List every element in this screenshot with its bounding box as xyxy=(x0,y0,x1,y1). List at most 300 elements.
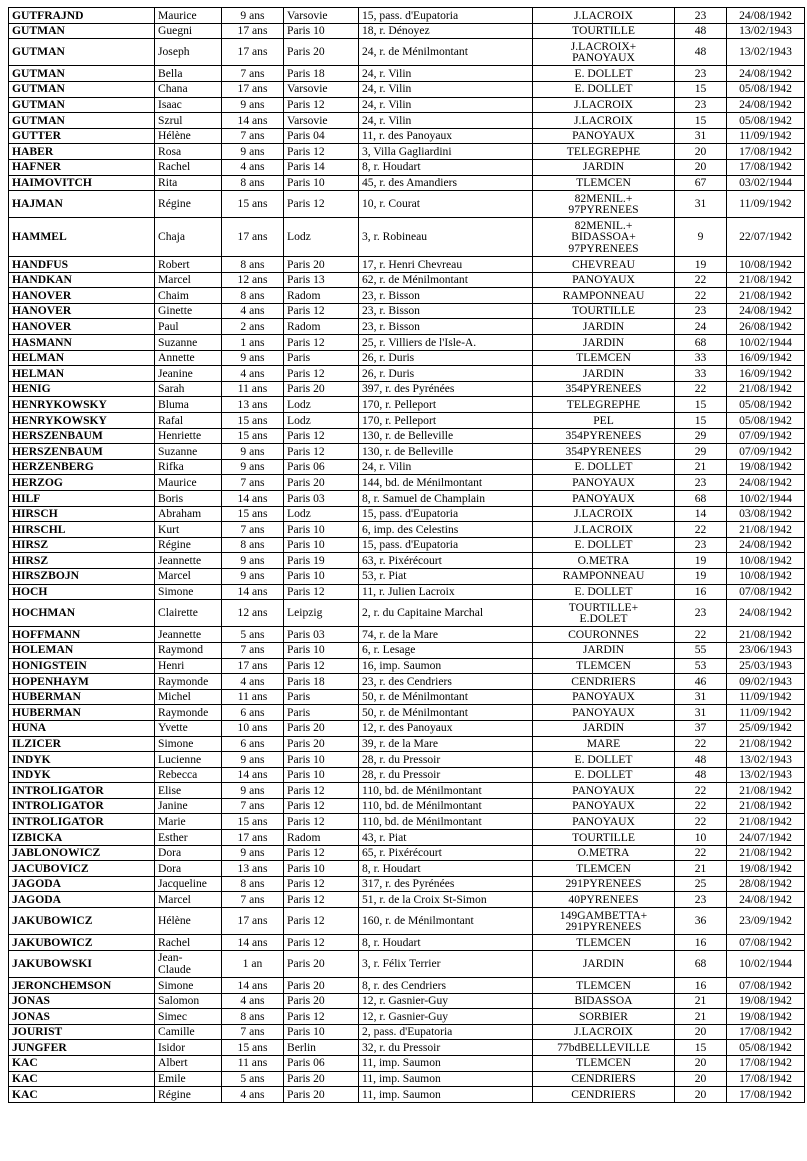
table-row xyxy=(9,350,805,366)
first-name-cell: Abraham xyxy=(155,506,222,522)
age-cell: 9 ans xyxy=(222,350,284,366)
first-name-cell: Simec xyxy=(155,1009,222,1025)
address-cell: 17, r. Henri Chevreau xyxy=(359,257,533,273)
school-cell: TOURTILLE+ E.DOLET xyxy=(533,600,675,627)
school-cell: E. DOLLET xyxy=(533,767,675,783)
date-cell: 05/08/1942 xyxy=(727,397,805,413)
address-cell: 6, imp. des Celestins xyxy=(359,522,533,538)
table-row xyxy=(9,993,805,1009)
age-cell: 14 ans xyxy=(222,491,284,507)
birthplace-cell: Paris 13 xyxy=(284,272,359,288)
address-cell: 11, imp. Saumon xyxy=(359,1087,533,1103)
surname-cell: JUNGFER xyxy=(9,1040,155,1056)
surname-cell: HANDFUS xyxy=(9,257,155,273)
convoy-number-cell: 10 xyxy=(675,830,727,846)
table-row xyxy=(9,1087,805,1103)
table-row xyxy=(9,600,805,627)
date-cell: 10/08/1942 xyxy=(727,568,805,584)
address-cell: 3, r. Robineau xyxy=(359,218,533,257)
address-cell: 12, r. Gasnier-Guy xyxy=(359,1009,533,1025)
age-cell: 17 ans xyxy=(222,39,284,66)
first-name-cell: Robert xyxy=(155,257,222,273)
first-name-cell: Jean- Claude xyxy=(155,950,222,977)
date-cell: 24/08/1942 xyxy=(727,600,805,627)
birthplace-cell: Paris 20 xyxy=(284,1071,359,1087)
address-cell: 74, r. de la Mare xyxy=(359,627,533,643)
surname-cell: INTROLIGATOR xyxy=(9,783,155,799)
surname-cell: HUNA xyxy=(9,720,155,736)
school-cell: SORBIER xyxy=(533,1009,675,1025)
first-name-cell: Joseph xyxy=(155,39,222,66)
address-cell: 3, Villa Gagliardini xyxy=(359,144,533,160)
address-cell: 28, r. du Pressoir xyxy=(359,752,533,768)
address-cell: 15, pass. d'Eupatoria xyxy=(359,506,533,522)
school-cell: TOURTILLE xyxy=(533,303,675,319)
date-cell: 23/06/1943 xyxy=(727,642,805,658)
convoy-number-cell: 23 xyxy=(675,303,727,319)
birthplace-cell: Paris 10 xyxy=(284,767,359,783)
surname-cell: HOCH xyxy=(9,584,155,600)
address-cell: 50, r. de Ménilmontant xyxy=(359,705,533,721)
address-cell: 15, pass. d'Eupatoria xyxy=(359,8,533,24)
convoy-number-cell: 9 xyxy=(675,218,727,257)
date-cell: 24/08/1942 xyxy=(727,475,805,491)
date-cell: 07/09/1942 xyxy=(727,444,805,460)
birthplace-cell: Leipzig xyxy=(284,600,359,627)
birthplace-cell: Paris 04 xyxy=(284,128,359,144)
table-body xyxy=(9,8,805,1103)
children-register-table xyxy=(8,7,805,1103)
birthplace-cell: Paris 06 xyxy=(284,1055,359,1071)
convoy-number-cell: 31 xyxy=(675,689,727,705)
birthplace-cell: Lodz xyxy=(284,218,359,257)
convoy-number-cell: 15 xyxy=(675,81,727,97)
school-cell: CENDRIERS xyxy=(533,674,675,690)
first-name-cell: Chaim xyxy=(155,288,222,304)
surname-cell: HAMMEL xyxy=(9,218,155,257)
address-cell: 28, r. du Pressoir xyxy=(359,767,533,783)
convoy-number-cell: 25 xyxy=(675,876,727,892)
first-name-cell: Janine xyxy=(155,798,222,814)
table-row xyxy=(9,642,805,658)
birthplace-cell: Varsovie xyxy=(284,8,359,24)
table-row xyxy=(9,814,805,830)
convoy-number-cell: 15 xyxy=(675,113,727,129)
date-cell: 13/02/1943 xyxy=(727,752,805,768)
surname-cell: HOLEMAN xyxy=(9,642,155,658)
address-cell: 110, bd. de Ménilmontant xyxy=(359,798,533,814)
date-cell: 19/08/1942 xyxy=(727,861,805,877)
school-cell: TLEMCEN xyxy=(533,175,675,191)
date-cell: 16/09/1942 xyxy=(727,350,805,366)
birthplace-cell: Paris 12 xyxy=(284,892,359,908)
first-name-cell: Simone xyxy=(155,736,222,752)
address-cell: 16, imp. Saumon xyxy=(359,658,533,674)
age-cell: 17 ans xyxy=(222,658,284,674)
address-cell: 12, r. Gasnier-Guy xyxy=(359,993,533,1009)
school-cell: JARDIN xyxy=(533,159,675,175)
date-cell: 21/08/1942 xyxy=(727,845,805,861)
table-row xyxy=(9,705,805,721)
first-name-cell: Dora xyxy=(155,861,222,877)
surname-cell: JACUBOVICZ xyxy=(9,861,155,877)
birthplace-cell: Paris xyxy=(284,705,359,721)
school-cell: PANOYAUX xyxy=(533,128,675,144)
surname-cell: GUTTER xyxy=(9,128,155,144)
first-name-cell: Marcel xyxy=(155,892,222,908)
convoy-number-cell: 23 xyxy=(675,66,727,82)
school-cell: 354PYRENEES xyxy=(533,381,675,397)
address-cell: 6, r. Lesage xyxy=(359,642,533,658)
table-row xyxy=(9,272,805,288)
school-cell: TOURTILLE xyxy=(533,23,675,39)
convoy-number-cell: 29 xyxy=(675,444,727,460)
age-cell: 6 ans xyxy=(222,736,284,752)
table-row xyxy=(9,444,805,460)
age-cell: 12 ans xyxy=(222,600,284,627)
age-cell: 8 ans xyxy=(222,175,284,191)
first-name-cell: Suzanne xyxy=(155,335,222,351)
date-cell: 17/08/1942 xyxy=(727,1024,805,1040)
table-row xyxy=(9,475,805,491)
convoy-number-cell: 23 xyxy=(675,97,727,113)
date-cell: 21/08/1942 xyxy=(727,288,805,304)
first-name-cell: Camille xyxy=(155,1024,222,1040)
address-cell: 317, r. des Pyrénées xyxy=(359,876,533,892)
school-cell: PANOYAUX xyxy=(533,798,675,814)
surname-cell: KAC xyxy=(9,1071,155,1087)
date-cell: 28/08/1942 xyxy=(727,876,805,892)
table-row xyxy=(9,950,805,977)
age-cell: 9 ans xyxy=(222,783,284,799)
address-cell: 397, r. des Pyrénées xyxy=(359,381,533,397)
date-cell: 11/09/1942 xyxy=(727,705,805,721)
convoy-number-cell: 15 xyxy=(675,1040,727,1056)
date-cell: 05/08/1942 xyxy=(727,413,805,429)
school-cell: TOURTILLE xyxy=(533,830,675,846)
date-cell: 10/08/1942 xyxy=(727,553,805,569)
table-row xyxy=(9,627,805,643)
date-cell: 24/08/1942 xyxy=(727,892,805,908)
surname-cell: KAC xyxy=(9,1087,155,1103)
date-cell: 07/08/1942 xyxy=(727,584,805,600)
age-cell: 4 ans xyxy=(222,303,284,319)
age-cell: 8 ans xyxy=(222,1009,284,1025)
birthplace-cell: Paris 19 xyxy=(284,553,359,569)
surname-cell: HERSZENBAUM xyxy=(9,428,155,444)
convoy-number-cell: 22 xyxy=(675,522,727,538)
date-cell: 21/08/1942 xyxy=(727,522,805,538)
first-name-cell: Simone xyxy=(155,584,222,600)
age-cell: 4 ans xyxy=(222,366,284,382)
first-name-cell: Jeannette xyxy=(155,627,222,643)
convoy-number-cell: 20 xyxy=(675,159,727,175)
table-row xyxy=(9,783,805,799)
surname-cell: HUBERMAN xyxy=(9,705,155,721)
age-cell: 7 ans xyxy=(222,798,284,814)
surname-cell: HAFNER xyxy=(9,159,155,175)
address-cell: 12, r. des Panoyaux xyxy=(359,720,533,736)
surname-cell: HELMAN xyxy=(9,350,155,366)
convoy-number-cell: 22 xyxy=(675,381,727,397)
convoy-number-cell: 20 xyxy=(675,144,727,160)
school-cell: J.LACROIX xyxy=(533,97,675,113)
convoy-number-cell: 16 xyxy=(675,935,727,951)
first-name-cell: Annette xyxy=(155,350,222,366)
address-cell: 32, r. du Pressoir xyxy=(359,1040,533,1056)
convoy-number-cell: 53 xyxy=(675,658,727,674)
convoy-number-cell: 14 xyxy=(675,506,727,522)
age-cell: 17 ans xyxy=(222,908,284,935)
surname-cell: JONAS xyxy=(9,993,155,1009)
convoy-number-cell: 22 xyxy=(675,272,727,288)
first-name-cell: Régine xyxy=(155,537,222,553)
age-cell: 4 ans xyxy=(222,159,284,175)
school-cell: JARDIN xyxy=(533,319,675,335)
first-name-cell: Raymonde xyxy=(155,674,222,690)
birthplace-cell: Paris 20 xyxy=(284,736,359,752)
date-cell: 26/08/1942 xyxy=(727,319,805,335)
birthplace-cell: Paris 12 xyxy=(284,935,359,951)
school-cell: E. DOLLET xyxy=(533,459,675,475)
address-cell: 8, r. Houdart xyxy=(359,159,533,175)
surname-cell: KAC xyxy=(9,1055,155,1071)
age-cell: 4 ans xyxy=(222,993,284,1009)
age-cell: 13 ans xyxy=(222,861,284,877)
address-cell: 63, r. Pixérécourt xyxy=(359,553,533,569)
birthplace-cell: Paris 12 xyxy=(284,428,359,444)
convoy-number-cell: 55 xyxy=(675,642,727,658)
school-cell: J.LACROIX xyxy=(533,113,675,129)
first-name-cell: Sarah xyxy=(155,381,222,397)
table-row xyxy=(9,978,805,994)
birthplace-cell: Lodz xyxy=(284,413,359,429)
date-cell: 21/08/1942 xyxy=(727,381,805,397)
table-row xyxy=(9,128,805,144)
date-cell: 05/08/1942 xyxy=(727,1040,805,1056)
address-cell: 23, r. Bisson xyxy=(359,303,533,319)
school-cell: 149GAMBETTA+ 291PYRENEES xyxy=(533,908,675,935)
birthplace-cell: Berlin xyxy=(284,1040,359,1056)
convoy-number-cell: 22 xyxy=(675,798,727,814)
age-cell: 17 ans xyxy=(222,81,284,97)
school-cell: PANOYAUX xyxy=(533,491,675,507)
surname-cell: HIRSZ xyxy=(9,553,155,569)
date-cell: 21/08/1942 xyxy=(727,814,805,830)
age-cell: 17 ans xyxy=(222,23,284,39)
surname-cell: JAKUBOWSKI xyxy=(9,950,155,977)
convoy-number-cell: 23 xyxy=(675,892,727,908)
age-cell: 9 ans xyxy=(222,97,284,113)
surname-cell: HAIMOVITCH xyxy=(9,175,155,191)
birthplace-cell: Paris 14 xyxy=(284,159,359,175)
table-row xyxy=(9,218,805,257)
school-cell: COURONNES xyxy=(533,627,675,643)
convoy-number-cell: 21 xyxy=(675,1009,727,1025)
first-name-cell: Paul xyxy=(155,319,222,335)
convoy-number-cell: 33 xyxy=(675,366,727,382)
convoy-number-cell: 21 xyxy=(675,861,727,877)
date-cell: 10/02/1944 xyxy=(727,950,805,977)
first-name-cell: Henriette xyxy=(155,428,222,444)
first-name-cell: Rosa xyxy=(155,144,222,160)
school-cell: JARDIN xyxy=(533,642,675,658)
birthplace-cell: Paris 12 xyxy=(284,335,359,351)
surname-cell: JAKUBOWICZ xyxy=(9,908,155,935)
school-cell: J.LACROIX+ PANOYAUX xyxy=(533,39,675,66)
date-cell: 07/08/1942 xyxy=(727,935,805,951)
school-cell: RAMPONNEAU xyxy=(533,288,675,304)
address-cell: 130, r. de Belleville xyxy=(359,428,533,444)
table-row xyxy=(9,257,805,273)
first-name-cell: Isaac xyxy=(155,97,222,113)
age-cell: 14 ans xyxy=(222,113,284,129)
address-cell: 51, r. de la Croix St-Simon xyxy=(359,892,533,908)
surname-cell: HASMANN xyxy=(9,335,155,351)
birthplace-cell: Lodz xyxy=(284,397,359,413)
surname-cell: IZBICKA xyxy=(9,830,155,846)
first-name-cell: Maurice xyxy=(155,475,222,491)
table-row xyxy=(9,736,805,752)
first-name-cell: Isidor xyxy=(155,1040,222,1056)
age-cell: 7 ans xyxy=(222,642,284,658)
age-cell: 15 ans xyxy=(222,506,284,522)
table-row xyxy=(9,97,805,113)
address-cell: 39, r. de la Mare xyxy=(359,736,533,752)
age-cell: 8 ans xyxy=(222,537,284,553)
surname-cell: HIRSCHL xyxy=(9,522,155,538)
school-cell: TLEMCEN xyxy=(533,935,675,951)
address-cell: 130, r. de Belleville xyxy=(359,444,533,460)
table-row xyxy=(9,335,805,351)
birthplace-cell: Paris 20 xyxy=(284,1087,359,1103)
school-cell: CHEVREAU xyxy=(533,257,675,273)
surname-cell: HABER xyxy=(9,144,155,160)
school-cell: RAMPONNEAU xyxy=(533,568,675,584)
address-cell: 8, r. Samuel de Champlain xyxy=(359,491,533,507)
birthplace-cell: Paris 10 xyxy=(284,522,359,538)
birthplace-cell: Varsovie xyxy=(284,81,359,97)
age-cell: 15 ans xyxy=(222,1040,284,1056)
address-cell: 65, r. Pixérécourt xyxy=(359,845,533,861)
table-row xyxy=(9,1024,805,1040)
date-cell: 19/08/1942 xyxy=(727,993,805,1009)
table-row xyxy=(9,845,805,861)
date-cell: 10/08/1942 xyxy=(727,257,805,273)
table-row xyxy=(9,491,805,507)
convoy-number-cell: 48 xyxy=(675,39,727,66)
date-cell: 17/08/1942 xyxy=(727,144,805,160)
school-cell: PANOYAUX xyxy=(533,814,675,830)
surname-cell: INDYK xyxy=(9,752,155,768)
table-row xyxy=(9,428,805,444)
convoy-number-cell: 22 xyxy=(675,627,727,643)
table-row xyxy=(9,767,805,783)
surname-cell: GUTMAN xyxy=(9,81,155,97)
birthplace-cell: Paris 10 xyxy=(284,537,359,553)
school-cell: CENDRIERS xyxy=(533,1087,675,1103)
table-row xyxy=(9,66,805,82)
school-cell: 40PYRENEES xyxy=(533,892,675,908)
age-cell: 9 ans xyxy=(222,568,284,584)
birthplace-cell: Paris 03 xyxy=(284,627,359,643)
first-name-cell: Dora xyxy=(155,845,222,861)
address-cell: 24, r. de Ménilmontant xyxy=(359,39,533,66)
convoy-number-cell: 24 xyxy=(675,319,727,335)
age-cell: 15 ans xyxy=(222,814,284,830)
date-cell: 17/08/1942 xyxy=(727,1087,805,1103)
school-cell: TLEMCEN xyxy=(533,1055,675,1071)
address-cell: 24, r. Vilin xyxy=(359,113,533,129)
birthplace-cell: Paris 12 xyxy=(284,191,359,218)
first-name-cell: Simone xyxy=(155,978,222,994)
address-cell: 25, r. Villiers de l'Isle-A. xyxy=(359,335,533,351)
surname-cell: JERONCHEMSON xyxy=(9,978,155,994)
date-cell: 17/08/1942 xyxy=(727,1071,805,1087)
table-row xyxy=(9,1055,805,1071)
surname-cell: GUTFRAJND xyxy=(9,8,155,24)
age-cell: 1 an xyxy=(222,950,284,977)
table-row xyxy=(9,8,805,24)
date-cell: 09/02/1943 xyxy=(727,674,805,690)
school-cell: E. DOLLET xyxy=(533,584,675,600)
date-cell: 21/08/1942 xyxy=(727,627,805,643)
first-name-cell: Rachel xyxy=(155,935,222,951)
address-cell: 50, r. de Ménilmontant xyxy=(359,689,533,705)
convoy-number-cell: 31 xyxy=(675,128,727,144)
first-name-cell: Suzanne xyxy=(155,444,222,460)
birthplace-cell: Radom xyxy=(284,830,359,846)
convoy-number-cell: 31 xyxy=(675,705,727,721)
date-cell: 03/08/1942 xyxy=(727,506,805,522)
first-name-cell: Michel xyxy=(155,689,222,705)
school-cell: 82MENIL.+ 97PYRENEES xyxy=(533,191,675,218)
date-cell: 24/07/1942 xyxy=(727,830,805,846)
convoy-number-cell: 21 xyxy=(675,459,727,475)
address-cell: 23, r. des Cendriers xyxy=(359,674,533,690)
table-row xyxy=(9,506,805,522)
surname-cell: HANOVER xyxy=(9,303,155,319)
first-name-cell: Rafal xyxy=(155,413,222,429)
date-cell: 05/08/1942 xyxy=(727,113,805,129)
age-cell: 15 ans xyxy=(222,428,284,444)
school-cell: TELEGREPHE xyxy=(533,144,675,160)
address-cell: 62, r. de Ménilmontant xyxy=(359,272,533,288)
school-cell: PANOYAUX xyxy=(533,689,675,705)
age-cell: 9 ans xyxy=(222,8,284,24)
birthplace-cell: Radom xyxy=(284,288,359,304)
surname-cell: JAKUBOWICZ xyxy=(9,935,155,951)
table-row xyxy=(9,798,805,814)
first-name-cell: Rebecca xyxy=(155,767,222,783)
table-row xyxy=(9,674,805,690)
birthplace-cell: Paris 12 xyxy=(284,366,359,382)
age-cell: 7 ans xyxy=(222,522,284,538)
date-cell: 21/08/1942 xyxy=(727,798,805,814)
first-name-cell: Jeannette xyxy=(155,553,222,569)
address-cell: 2, pass. d'Eupatoria xyxy=(359,1024,533,1040)
date-cell: 13/02/1943 xyxy=(727,767,805,783)
address-cell: 170, r. Pelleport xyxy=(359,413,533,429)
table-row xyxy=(9,689,805,705)
surname-cell: HELMAN xyxy=(9,366,155,382)
date-cell: 24/08/1942 xyxy=(727,66,805,82)
school-cell: 354PYRENEES xyxy=(533,444,675,460)
table-row xyxy=(9,319,805,335)
age-cell: 11 ans xyxy=(222,381,284,397)
birthplace-cell: Paris 12 xyxy=(284,814,359,830)
address-cell: 24, r. Vilin xyxy=(359,81,533,97)
